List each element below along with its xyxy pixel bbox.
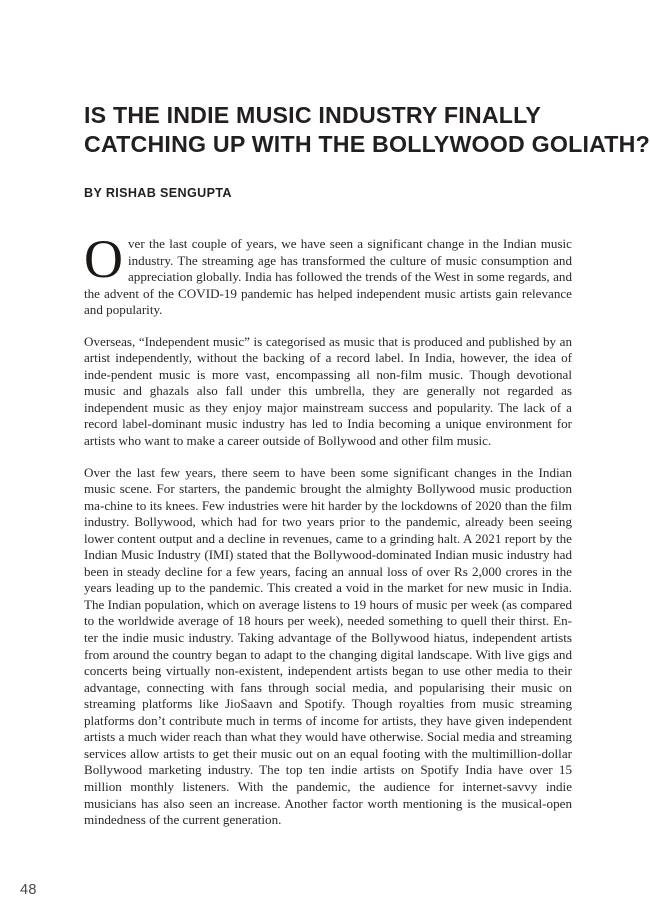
page-number: 48 [20,882,37,898]
article-byline: BY RISHAB SENGUPTA [84,186,232,200]
article-body [84,229,572,829]
body-paragraph-2: Overseas, “Independent music” is categorised as music that is produced and published by an artist independently, without the backing of a record label. In India, however, the idea of inde-pendent music is more vast, encompassing all non-film music. Though devotional music and ghazals also fall under this umbrella, they are generally not regarded as independent music as they enjoy major mainstream success and popularity. The lack of a record label-dominant music industry has led to India becoming a unique environment for artists who want to make a career outside of Bollywood and other film music. [84,333,572,449]
body-paragraph-1: Over the last couple of years, we have seen a significant change in the Indian music industry. The streaming age has transformed the culture of music consumption and appreciation globally. India has followed the trends of the West in some regards, and the advent of the COVID-19 pandemic has helped independent music artists gain relevance and popularity. [84,229,572,318]
article-headline [84,101,650,159]
headline-line-1: IS THE INDIE MUSIC INDUSTRY FINALLY [84,102,542,128]
body-paragraph-3: Over the last few years, there seem to have been some significant changes in the Indian music scene. For starters, the pandemic brought the almighty Bollywood music production ma-chine to its knees. Few industries were hit harder by the lockdowns of 2020 than the film industry. Bollywood, which had for two years prior to the pandemic, already been seeing lower content output and a decline in revenues, came to a grinding halt. A 2021 report by the Indian Music Industry (IMI) stated that the Bollywood-dominated Indian music industry had been in steady decline for a few years, facing an annual loss of over Rs 2,000 crores in the years leading up to the pandemic. This created a void in the market for new music in India. The Indian population, which on average listens to 19 hours of music per week (as compared to the worldwide average of 18 hours per week), needed something to quell their thirst. En-ter the indie music industry. Taking advantage of the Bollywood hiatus, independent artists from around the country began to adapt to the changing digital landscape. With live gigs and concerts being virtually non-existent, independent artists began to use other media to their advantage, connecting with fans through social media, and popularising their music on streaming platforms like JioSaavn and Spotify. Though royalties from music streaming platforms don’t contribute much in terms of income for artists, they have given independent artists a much wider reach than what they would have otherwise. Social media and streaming services allow artists to get their music out on an equal footing with the multimillion-dollar Bollywood marketing industry. The top ten indie artists on Spotify India have over 15 million monthly listeners. With the pandemic, the audience for internet-savvy indie musicians has also seen an increase. Another factor worth mentioning is the musical-open mindedness of the current generation. [84,464,572,828]
headline-line-2: CATCHING UP WITH THE BOLLYWOOD GOLIATH? [84,131,650,157]
